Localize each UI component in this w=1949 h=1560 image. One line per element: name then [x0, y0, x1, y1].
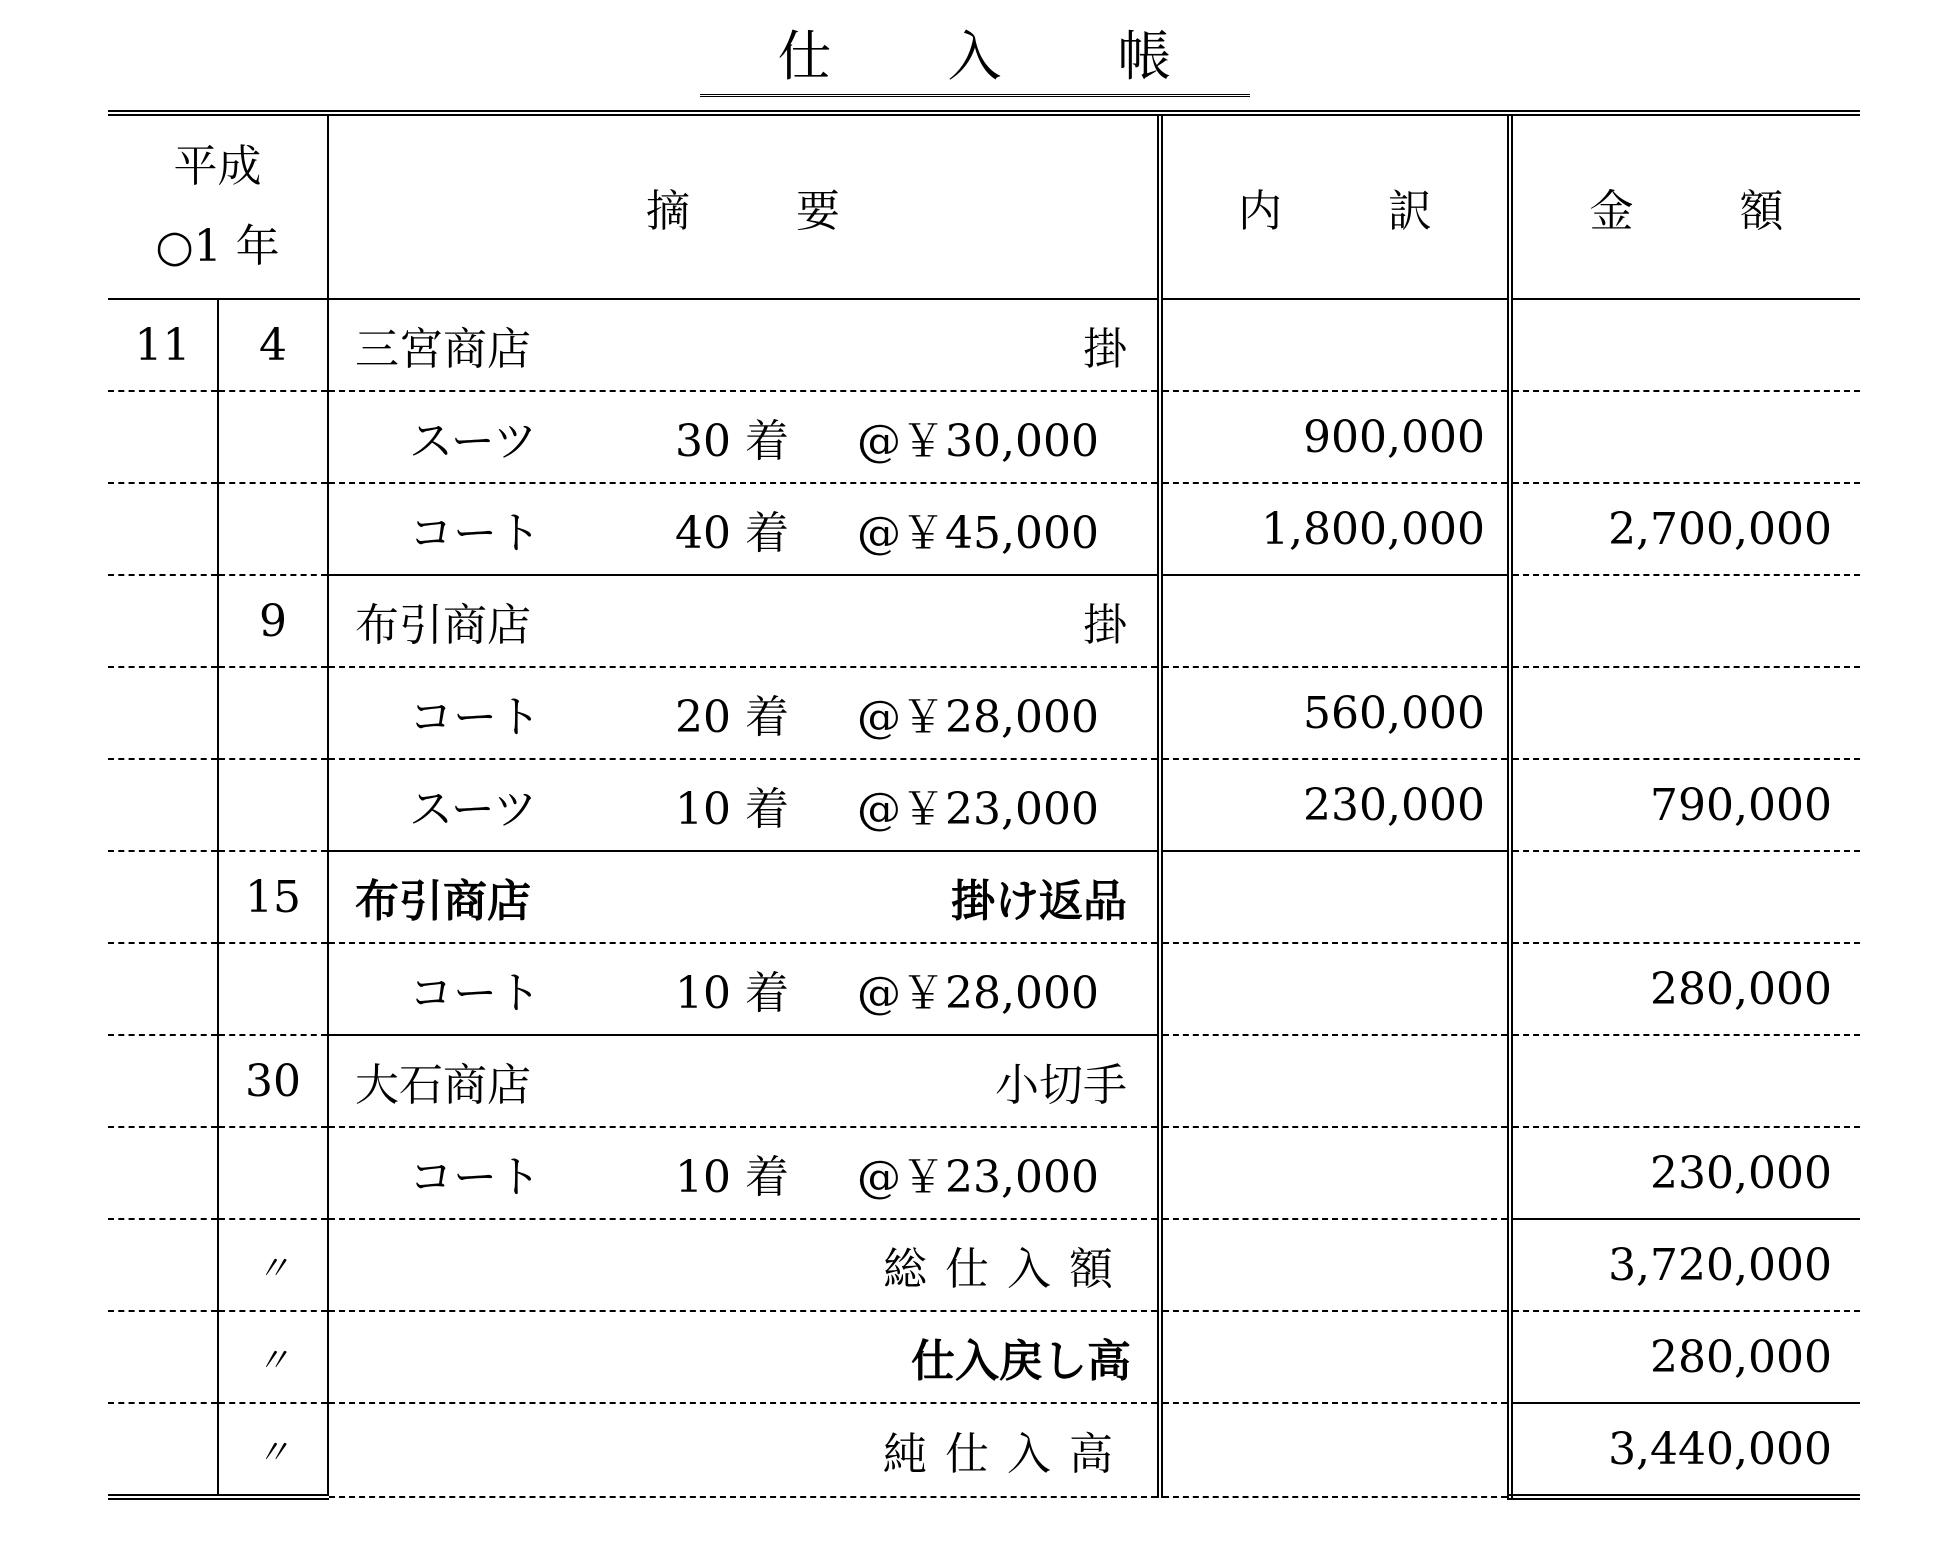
payment-terms: 小切手 — [995, 1060, 1127, 1111]
ledger-row — [108, 575, 1860, 667]
day-cell: 9 — [218, 575, 328, 667]
summary-cell — [328, 1035, 1160, 1127]
month-cell: 11 — [108, 299, 218, 391]
summary-cell — [328, 1403, 1160, 1497]
detail-cell — [1160, 575, 1510, 667]
ledger-row — [108, 1219, 1860, 1311]
amount-cell — [1510, 575, 1860, 667]
item-unit-price: @￥23,000 — [857, 784, 1099, 835]
month-cell — [108, 1035, 218, 1127]
summary-header: 摘 要 — [328, 113, 1160, 299]
ledger-table — [108, 110, 1860, 1500]
ledger-row — [108, 1127, 1860, 1219]
item-unit-price: @￥28,000 — [857, 968, 1099, 1019]
day-cell — [218, 667, 328, 759]
amount-cell — [1510, 1035, 1860, 1127]
item-quantity: 10 着 — [675, 968, 789, 1019]
item-quantity: 10 着 — [675, 1152, 789, 1203]
detail-cell — [1160, 1127, 1510, 1219]
ledger-row — [108, 759, 1860, 851]
ledger-row — [108, 1035, 1860, 1127]
month-cell — [108, 1219, 218, 1311]
year-label: ○1 年 — [155, 221, 280, 272]
month-cell — [108, 759, 218, 851]
month-cell — [108, 943, 218, 1035]
item-name: スーツ — [409, 784, 538, 835]
item-name: コート — [409, 508, 541, 559]
payment-terms: 掛 — [1083, 324, 1127, 375]
month-cell — [108, 483, 218, 575]
month-cell — [108, 1127, 218, 1219]
month-cell — [108, 1403, 218, 1497]
party-name: 三宮商店 — [355, 324, 531, 375]
item-unit-price: @￥30,000 — [857, 416, 1099, 467]
detail-cell: 560,000 — [1160, 667, 1510, 759]
title-char: 入 — [947, 25, 1042, 88]
ledger-row — [108, 1403, 1860, 1497]
amount-cell: 280,000 — [1510, 943, 1860, 1035]
month-cell — [108, 1311, 218, 1403]
day-cell — [218, 759, 328, 851]
detail-cell — [1160, 943, 1510, 1035]
amount-cell: 2,700,000 — [1510, 483, 1860, 575]
month-cell — [108, 391, 218, 483]
detail-cell — [1160, 299, 1510, 391]
ledger-row — [108, 1311, 1860, 1403]
title-char: 帳 — [1117, 25, 1212, 88]
amount-cell: 230,000 — [1510, 1127, 1860, 1219]
detail-cell — [1160, 1219, 1510, 1311]
day-cell — [218, 943, 328, 1035]
item-name: コート — [409, 968, 541, 1019]
month-cell — [108, 851, 218, 943]
item-quantity: 20 着 — [675, 692, 789, 743]
item-unit-price: @￥23,000 — [857, 1152, 1099, 1203]
month-cell — [108, 667, 218, 759]
ledger-row — [108, 667, 1860, 759]
day-cell: 30 — [218, 1035, 328, 1127]
detail-cell — [1160, 1311, 1510, 1403]
detail-cell: 900,000 — [1160, 391, 1510, 483]
month-cell — [108, 575, 218, 667]
ledger-row — [108, 943, 1860, 1035]
detail-cell — [1160, 1035, 1510, 1127]
party-name: 布引商店 — [355, 876, 531, 927]
party-name: 大石商店 — [355, 1060, 531, 1111]
day-cell: 15 — [218, 851, 328, 943]
day-cell: 〃 — [218, 1219, 328, 1311]
ledger-header-row — [108, 113, 1860, 299]
day-cell — [218, 1127, 328, 1219]
amount-cell: 280,000 — [1510, 1311, 1860, 1403]
ledger-title — [0, 22, 1949, 102]
summary-cell — [328, 483, 1160, 575]
amount-cell — [1510, 391, 1860, 483]
item-unit-price: @￥28,000 — [857, 692, 1099, 743]
ledger-row — [108, 483, 1860, 575]
date-header — [108, 113, 328, 299]
ledger-row — [108, 391, 1860, 483]
summary-cell — [328, 391, 1160, 483]
amount-cell — [1510, 851, 1860, 943]
item-quantity: 30 着 — [675, 416, 789, 467]
party-name: 布引商店 — [355, 600, 531, 651]
ledger-body — [108, 299, 1860, 1497]
ledger-row — [108, 299, 1860, 391]
day-cell: 〃 — [218, 1403, 328, 1497]
day-cell: 4 — [218, 299, 328, 391]
detail-cell — [1160, 851, 1510, 943]
summary-cell — [328, 1127, 1160, 1219]
day-cell — [218, 483, 328, 575]
item-name: スーツ — [409, 416, 538, 467]
ledger-row — [108, 851, 1860, 943]
summary-cell — [328, 851, 1160, 943]
item-quantity: 10 着 — [675, 784, 789, 835]
item-unit-price: @￥45,000 — [857, 508, 1099, 559]
item-name: コート — [409, 1152, 541, 1203]
summary-cell — [328, 759, 1160, 851]
item-quantity: 40 着 — [675, 508, 789, 559]
detail-cell — [1160, 1403, 1510, 1497]
day-cell: 〃 — [218, 1311, 328, 1403]
summary-cell — [328, 1219, 1160, 1311]
amount-cell: 3,440,000 — [1510, 1403, 1860, 1497]
amount-header: 金 額 — [1510, 113, 1860, 299]
day-cell — [218, 391, 328, 483]
amount-cell: 790,000 — [1510, 759, 1860, 851]
title-char: 仕 — [777, 25, 872, 88]
amount-cell — [1510, 667, 1860, 759]
payment-terms: 掛け返品 — [951, 876, 1127, 927]
summary-cell — [328, 943, 1160, 1035]
detail-cell: 1,800,000 — [1160, 483, 1510, 575]
summary-cell — [328, 667, 1160, 759]
era-label: 平成 — [173, 141, 262, 192]
summary-cell — [328, 575, 1160, 667]
detail-header: 内 訳 — [1160, 113, 1510, 299]
amount-cell: 3,720,000 — [1510, 1219, 1860, 1311]
total-label: 純仕入高 — [883, 1429, 1131, 1480]
amount-cell — [1510, 299, 1860, 391]
total-label: 総仕入額 — [883, 1244, 1131, 1295]
summary-cell — [328, 299, 1160, 391]
item-name: コート — [409, 692, 541, 743]
payment-terms: 掛 — [1083, 600, 1127, 651]
summary-cell — [328, 1311, 1160, 1403]
total-label: 仕入戻し高 — [911, 1336, 1131, 1387]
detail-cell: 230,000 — [1160, 759, 1510, 851]
